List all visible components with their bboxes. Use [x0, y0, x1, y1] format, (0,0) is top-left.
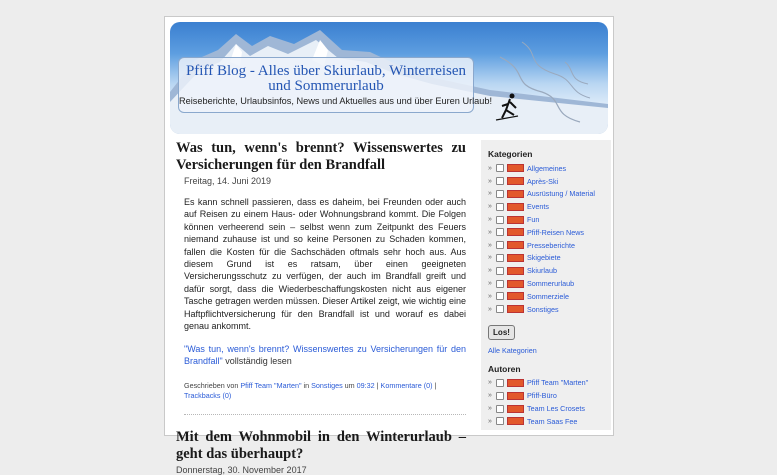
- categories-heading: Kategorien: [488, 149, 533, 159]
- category-item: [488, 213, 611, 226]
- category-item: [488, 290, 611, 303]
- author-item: [488, 415, 611, 428]
- comments-link[interactable]: Kommentare (0): [380, 381, 433, 391]
- bullet-icon: »: [488, 267, 492, 275]
- meta-prefix: Geschrieben von: [184, 381, 241, 391]
- bullet-icon: »: [488, 392, 492, 400]
- author-checkbox[interactable]: [496, 392, 504, 400]
- category-checkbox[interactable]: [496, 254, 504, 262]
- category-checkbox[interactable]: [496, 241, 504, 249]
- category-link[interactable]: Skiurlaub: [527, 266, 557, 276]
- category-checkbox[interactable]: [496, 292, 504, 300]
- xml-feed-icon[interactable]: [507, 254, 524, 262]
- xml-feed-icon[interactable]: [507, 203, 524, 211]
- category-link[interactable]: Skigebiete: [527, 253, 561, 263]
- category-item: [488, 264, 611, 277]
- bullet-icon: »: [488, 280, 492, 288]
- category-link[interactable]: Sommerurlaub: [527, 279, 575, 289]
- bullet-icon: »: [488, 228, 492, 236]
- authors-heading: Autoren: [488, 363, 521, 374]
- author-link[interactable]: Pfiff-Büro: [527, 391, 557, 401]
- category-checkbox[interactable]: [496, 267, 504, 275]
- author-link[interactable]: Pfiff Team "Marten": [527, 378, 589, 388]
- author-item: [488, 377, 611, 390]
- meta-um: um: [342, 381, 357, 391]
- bullet-icon: »: [488, 305, 492, 313]
- category-checkbox[interactable]: [496, 190, 504, 198]
- bullet-icon: »: [488, 190, 492, 198]
- category-link[interactable]: Ausrüstung / Material: [527, 189, 595, 199]
- read-more-link[interactable]: "Was tun, wenn's brennt? Wissenswertes zu Versicherungen für den Brandfall": [184, 344, 466, 366]
- category-link[interactable]: Presseberichte: [527, 240, 575, 250]
- post-title[interactable]: Was tun, wenn's brennt? Wissenswertes zu Versicherungen für den Brandfall: [176, 140, 466, 173]
- post-entry: [176, 429, 466, 475]
- category-item: [488, 277, 611, 290]
- xml-feed-icon[interactable]: [507, 292, 524, 300]
- category-link[interactable]: Allgemeines: [527, 163, 567, 173]
- xml-feed-icon[interactable]: [507, 190, 524, 198]
- category-item: [488, 175, 611, 188]
- main-content: [176, 140, 466, 475]
- sidebar: [481, 140, 611, 430]
- category-checkbox[interactable]: [496, 164, 504, 172]
- post-body: Es kann schnell passieren, dass es daheim, bei Freunden oder auch auf Reisen zu einem Haus- oder Wohnungsbrand kommt. Die Folgen können verheerend sein – selbst wenn zum Zeitpunkt des Feuers niemand zuhause ist und so keine Personen zu Schaden kommen, fallen die Kosten für die Sachschäden oftmals sehr hoch aus. Aus diesem Grund ist es ratsam, über einen geeigneten Versicherungsschutz zu verfügen, der auch im Brandfall greift und dafür sorgt, dass die Wiederbeschaffungskosten nicht aus eigener Tasche getragen werden müssen. Dieser Artikel zeigt, wie wichtig eine Haftpflichtversicherung für den Brandfall ist und worauf es dabei genau ankommt.: [184, 197, 466, 332]
- post-date: Donnerstag, 30. November 2017: [176, 465, 307, 475]
- xml-feed-icon[interactable]: [507, 405, 524, 413]
- xml-feed-icon[interactable]: [507, 392, 524, 400]
- author-item: [488, 389, 611, 402]
- category-link[interactable]: Sommerziele: [527, 291, 569, 301]
- category-checkbox[interactable]: [496, 280, 504, 288]
- header-banner: [170, 22, 608, 134]
- category-link[interactable]: Pfiff-Reisen News: [527, 227, 584, 237]
- category-checkbox[interactable]: [496, 228, 504, 236]
- category-checkbox[interactable]: [496, 177, 504, 185]
- category-item: [488, 162, 611, 175]
- meta-divider: |: [374, 381, 381, 391]
- category-link[interactable]: Events: [527, 202, 549, 212]
- xml-feed-icon[interactable]: [507, 379, 524, 387]
- xml-feed-icon[interactable]: [507, 241, 524, 249]
- xml-feed-icon[interactable]: [507, 267, 524, 275]
- bullet-icon: »: [488, 379, 492, 387]
- xml-feed-icon[interactable]: [507, 417, 524, 425]
- meta-in: in: [301, 381, 312, 391]
- category-link[interactable]: Après-Ski: [527, 176, 559, 186]
- read-more-suffix: vollständig lesen: [222, 355, 292, 366]
- category-checkbox[interactable]: [496, 216, 504, 224]
- author-checkbox[interactable]: [496, 379, 504, 387]
- author-link[interactable]: Team Les Crosets: [527, 404, 585, 414]
- bullet-icon: »: [488, 292, 492, 300]
- category-checkbox[interactable]: [496, 203, 504, 211]
- bullet-icon: »: [488, 254, 492, 262]
- category-link[interactable]: Sonstiges: [311, 381, 343, 391]
- time-link[interactable]: 09:32: [356, 381, 375, 391]
- all-categories-link[interactable]: Alle Kategorien: [488, 345, 537, 355]
- blog-title-box: [178, 57, 493, 113]
- bullet-icon: »: [488, 177, 492, 185]
- author-checkbox[interactable]: [496, 417, 504, 425]
- category-link[interactable]: Sonstiges: [527, 304, 559, 314]
- xml-feed-icon[interactable]: [507, 280, 524, 288]
- trackbacks-link[interactable]: Trackbacks (0): [184, 391, 232, 401]
- post-date: Freitag, 14. Juni 2019: [184, 176, 272, 186]
- post-separator: [184, 414, 466, 415]
- category-item: [488, 252, 611, 265]
- xml-feed-icon[interactable]: [507, 228, 524, 236]
- meta-divider: |: [432, 381, 437, 391]
- category-item: [488, 303, 611, 316]
- post-title[interactable]: Mit dem Wohnmobil in den Winterurlaub – geht das überhaupt?: [176, 429, 466, 463]
- bullet-icon: »: [488, 405, 492, 413]
- category-list: [481, 159, 611, 316]
- xml-feed-icon[interactable]: [507, 216, 524, 224]
- submit-button[interactable]: Los!: [488, 325, 515, 340]
- author-item: [488, 402, 611, 415]
- post-entry: [176, 140, 466, 415]
- category-link[interactable]: Fun: [527, 215, 540, 225]
- xml-feed-icon[interactable]: [507, 164, 524, 172]
- bullet-icon: »: [488, 417, 492, 425]
- post-meta: [176, 381, 466, 401]
- category-item: [488, 226, 611, 239]
- author-link[interactable]: Team Saas Fee: [527, 416, 578, 426]
- author-list: [481, 374, 611, 428]
- author-link[interactable]: Pfiff Team "Marten": [240, 381, 302, 391]
- category-item: [488, 200, 611, 213]
- category-item: [488, 239, 611, 252]
- blog-tagline: Reiseberichte, Urlaubsinfos, News und Aktuelles aus und über Euren Urlaub!: [179, 96, 493, 106]
- read-more: [176, 344, 466, 367]
- bullet-icon: »: [488, 203, 492, 211]
- bullet-icon: »: [488, 241, 492, 249]
- author-checkbox[interactable]: [496, 405, 504, 413]
- xml-feed-icon[interactable]: [507, 305, 524, 313]
- bullet-icon: »: [488, 216, 492, 224]
- category-checkbox[interactable]: [496, 305, 504, 313]
- xml-feed-icon[interactable]: [507, 177, 524, 185]
- bullet-icon: »: [488, 164, 492, 172]
- category-item: [488, 188, 611, 201]
- blog-title[interactable]: Pfiff Blog - Alles über Skiurlaub, Winterreisen und Sommerurlaub: [185, 63, 467, 94]
